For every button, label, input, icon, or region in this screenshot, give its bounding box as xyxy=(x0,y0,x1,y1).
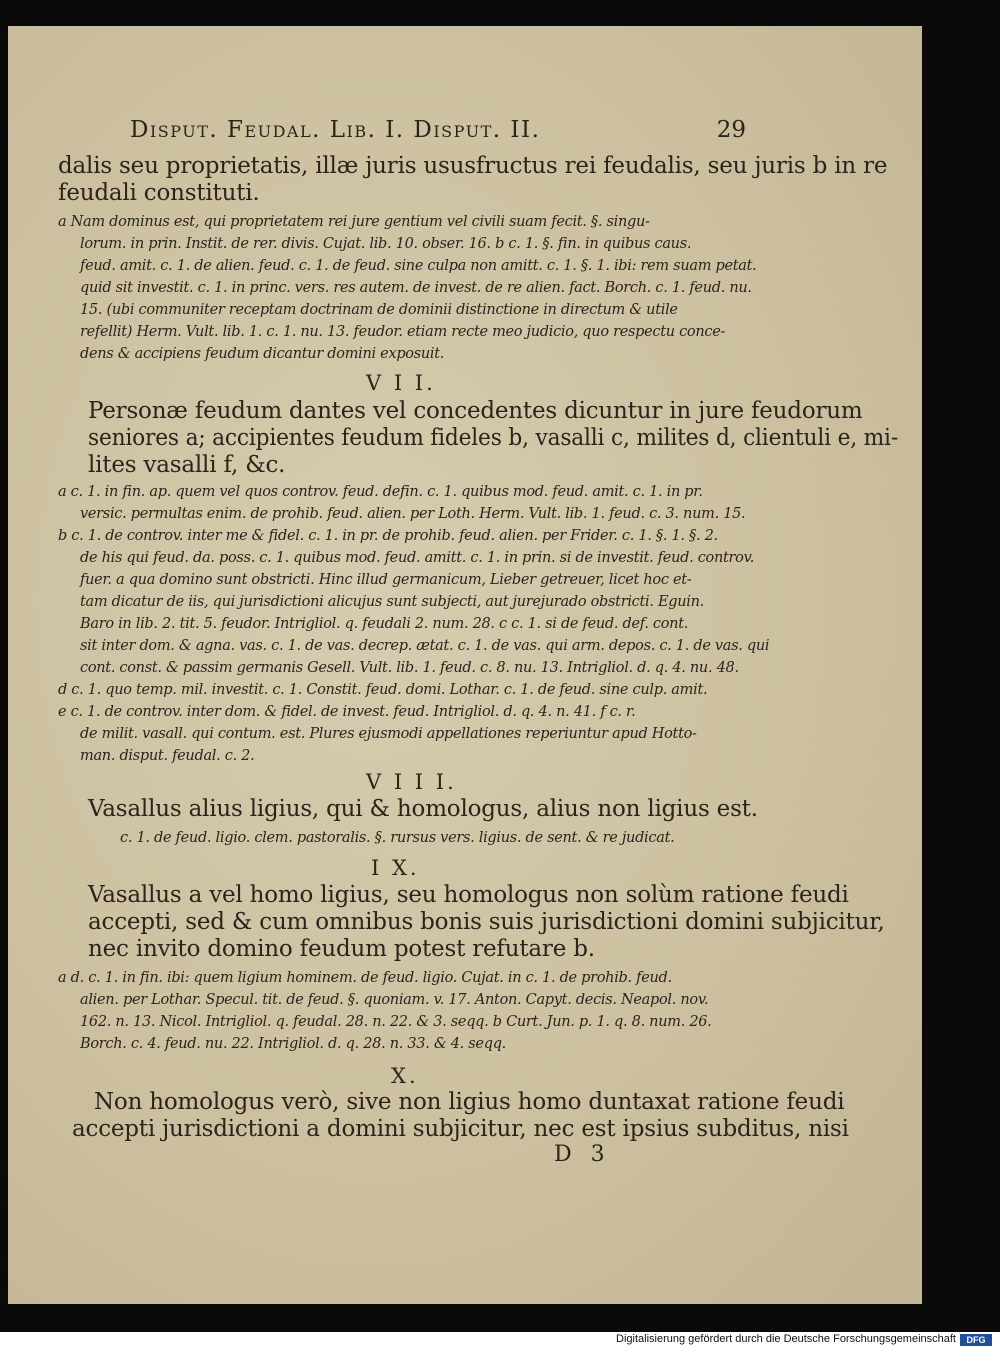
funding-notice: Digitalisierung gefördert durch die Deutsche Forschungsgemeinschaft xyxy=(616,1333,956,1345)
body-line: Personæ feudum dantes vel concedentes dicuntur in jure feudorum xyxy=(88,398,863,424)
page-number: 29 xyxy=(716,117,746,143)
body-line: lites vasalli f, &c. xyxy=(88,452,286,478)
footnote-line: man. disput. feudal. c. 2. xyxy=(80,748,255,764)
dfg-logo: DFG xyxy=(960,1334,992,1346)
section-heading-8: V I I I. xyxy=(366,770,457,794)
body-line: Vasallus a vel homo ligius, seu homologus non solùm ratione feudi xyxy=(88,882,849,908)
footnote-line: 15. (ubi communiter receptam doctrinam de dominii distinctione in directum & utile xyxy=(80,302,678,318)
body-line: Vasallus alius ligius, qui & homologus, alius non ligius est. xyxy=(88,796,758,822)
footnote-line: tam dicatur de iis, qui jurisdictioni alicujus sunt subjecti, aut jurejurado obstricti. Eguin. xyxy=(80,594,704,610)
running-head xyxy=(130,117,746,143)
footnote-line: alien. per Lothar. Specul. tit. de feud. §. quoniam. v. 17. Anton. Capyt. decis. Neapol. nov. xyxy=(80,992,709,1008)
footnote-line: lorum. in prin. Instit. de rer. divis. Cujat. lib. 10. obser. 16. b c. 1. §. fin. in quibus caus. xyxy=(80,236,692,252)
footnote-line: quid sit investit. c. 1. in princ. vers. res autem. de invest. de re alien. fact. Borch. c. 1. feud. nu. xyxy=(80,280,752,296)
footnote-line: de milit. vasall. qui contum. est. Plures ejusmodi appellationes reperiuntur apud Hotto- xyxy=(80,726,697,742)
footnote-line: cont. const. & passim germanis Gesell. Vult. lib. 1. feud. c. 8. nu. 13. Intrigliol. d. q. 4. nu. 48. xyxy=(80,660,739,676)
footnote-line: Borch. c. 4. feud. nu. 22. Intrigliol. d. q. 28. n. 33. & 4. seqq. xyxy=(80,1036,506,1052)
footnote-line: a Nam dominus est, qui proprietatem rei jure gentium vel civili suam fecit. §. singu- xyxy=(58,214,650,230)
body-line: dalis seu proprietatis, illæ juris ususfructus rei feudalis, seu juris b in re xyxy=(58,153,888,179)
footnote-line: b c. 1. de controv. inter me & fidel. c. 1. in pr. de prohib. feud. alien. per Frider. c. 1. §. 1. §. 2. xyxy=(58,528,718,544)
body-line: Non homologus verò, sive non ligius homo duntaxat ratione feudi xyxy=(94,1089,845,1115)
running-head-title: Disput. Feudal. Lib. I. Disput. II. xyxy=(130,117,541,143)
body-line: seniores a; accipientes feudum fideles b, vasalli c, milites d, clientuli e, mi- xyxy=(88,425,898,451)
footnote-line: a d. c. 1. in fin. ibi: quem ligium hominem. de feud. ligio. Cujat. in c. 1. de prohib. feud. xyxy=(58,970,672,986)
footnote-line: 162. n. 13. Nicol. Intrigliol. q. feudal. 28. n. 22. & 3. seqq. b Curt. Jun. p. 1. q. 8. num. 26. xyxy=(80,1014,712,1030)
footnote-line: dens & accipiens feudum dicantur domini exposuit. xyxy=(80,346,445,362)
footnote-line: versic. permultas enim. de prohib. feud. alien. per Loth. Herm. Vult. lib. 1. feud. c. 3. num. 15. xyxy=(80,506,746,522)
footnote-line: e c. 1. de controv. inter dom. & fidel. de invest. feud. Intrigliol. d. q. 4. n. 41. f c. r. xyxy=(58,704,636,720)
footnote-line: Baro in lib. 2. tit. 5. feudor. Intrigliol. q. feudali 2. num. 28. c c. 1. si de feud. def. cont. xyxy=(80,616,689,632)
footnote-line: feud. amit. c. 1. de alien. feud. c. 1. de feud. sine culpa non amitt. c. 1. §. 1. ibi: rem suam petat. xyxy=(80,258,757,274)
section-heading-9: I X. xyxy=(371,856,420,880)
body-line: accepti, sed & cum omnibus bonis suis jurisdictioni domini subjicitur, xyxy=(88,909,885,935)
footnote-line: a c. 1. in fin. ap. quem vel quos controv. feud. defin. c. 1. quibus mod. feud. amit. c. 1. in pr. xyxy=(58,484,703,500)
footnote-line: de his qui feud. da. poss. c. 1. quibus mod. feud. amitt. c. 1. in prin. si de investit. feud. controv. xyxy=(80,550,755,566)
signature-mark: D 3 xyxy=(554,1142,611,1167)
body-line: feudali constituti. xyxy=(58,180,260,206)
footnote-line: d c. 1. quo temp. mil. investit. c. 1. Constit. feud. domi. Lothar. c. 1. de feud. sine culp. amit. xyxy=(58,682,708,698)
section-heading-10: X. xyxy=(391,1064,419,1088)
body-line: nec invito domino feudum potest refutare b. xyxy=(88,936,595,962)
section-heading-7: V I I. xyxy=(366,371,436,395)
footnote-line: c. 1. de feud. ligio. clem. pastoralis. §. rursus vers. ligius. de sent. & re judicat. xyxy=(120,830,675,846)
book-page xyxy=(8,26,922,1304)
footnote-line: fuer. a qua domino sunt obstricti. Hinc illud germanicum, Lieber getreuer, licet hoc et- xyxy=(80,572,692,588)
footnote-line: sit inter dom. & agna. vas. c. 1. de vas. decrep. ætat. c. 1. de vas. qui arm. depos. c. 1. de vas. qui xyxy=(80,638,770,654)
footnote-line: refellit) Herm. Vult. lib. 1. c. 1. nu. 13. feudor. etiam recte meo judicio, quo respectu conce- xyxy=(80,324,726,340)
body-line: accepti jurisdictioni a domini subjicitur, nec est ipsius subditus, nisi xyxy=(72,1116,849,1142)
